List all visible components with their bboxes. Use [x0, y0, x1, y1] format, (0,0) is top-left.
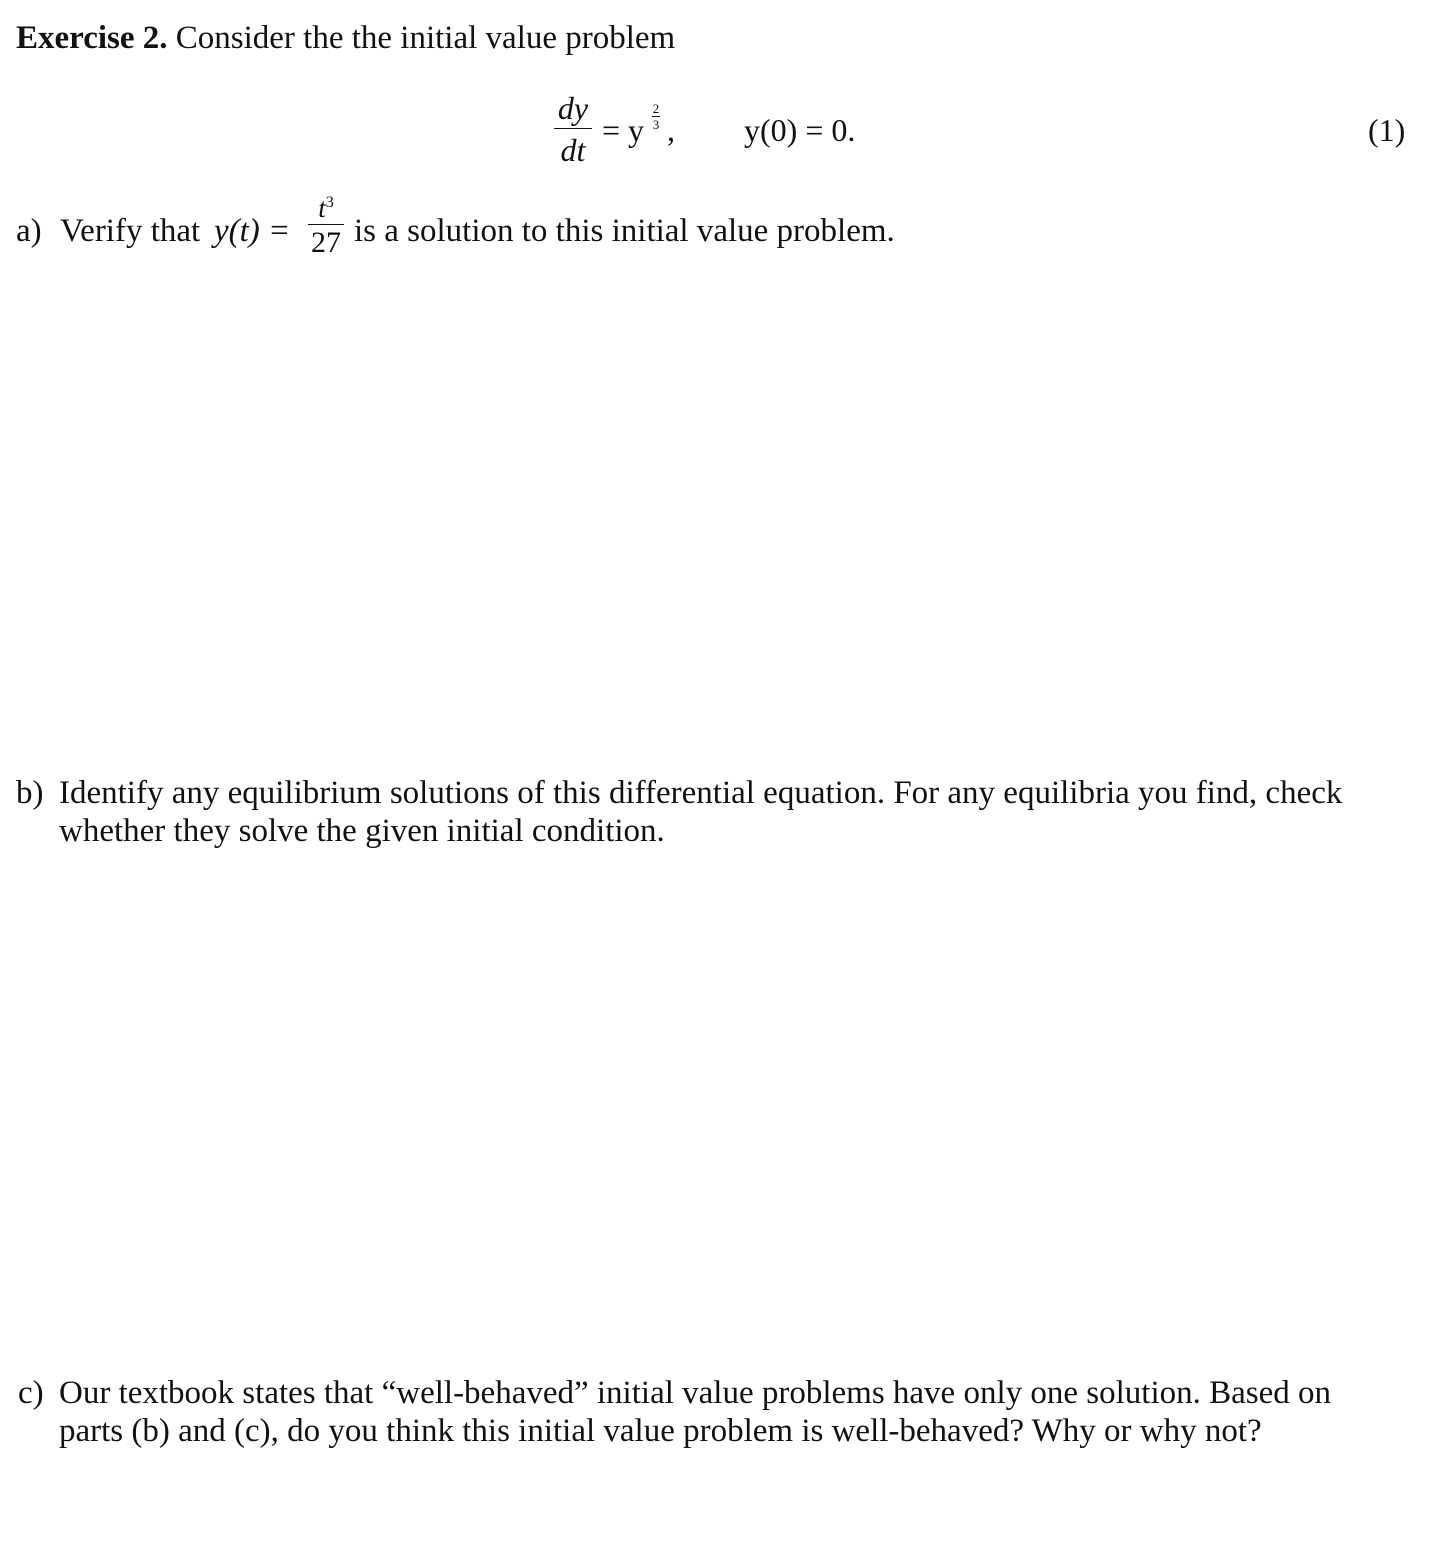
- part-c-line-1: Our textbook states that “well-behaved” initial value problems have only one solution. Based on: [59, 1375, 1332, 1411]
- fraction-bar: [308, 224, 344, 225]
- initial-condition: y(0) = 0.: [744, 112, 856, 148]
- equation-comma: ,: [667, 112, 675, 148]
- numerator-power: 3: [325, 193, 334, 211]
- exponent-numerator: 2: [652, 101, 660, 116]
- part-c-label: c): [18, 1375, 44, 1411]
- exercise-label: Exercise 2.: [16, 20, 168, 56]
- part-c-line-2: parts (b) and (c), do you think this initial value problem is well-behaved? Why or why not?: [59, 1413, 1262, 1449]
- part-a-fraction: [308, 195, 344, 258]
- fraction-bar: [554, 128, 592, 129]
- exercise-heading: [16, 20, 675, 57]
- equation-exponent: [652, 102, 660, 131]
- equation-number: (1): [1368, 112, 1406, 148]
- part-a-numerator: [318, 195, 334, 222]
- equation-denominator: dt: [560, 132, 586, 168]
- part-a-text-after: is a solution to this initial value problem.: [354, 213, 895, 249]
- numerator-base: t: [318, 193, 326, 223]
- part-a-label: a): [16, 213, 42, 249]
- part-a-y-of-t: y(t) =: [214, 213, 291, 249]
- equation-rhs: = y: [602, 112, 645, 148]
- part-a-denominator: 27: [311, 226, 341, 259]
- equation-derivative-fraction: [554, 92, 592, 166]
- exponent-denominator: 3: [652, 117, 660, 132]
- part-b-line-2: whether they solve the given initial condition.: [59, 813, 665, 849]
- part-b-label: b): [16, 775, 44, 811]
- part-a-text-before: Verify that: [60, 213, 201, 249]
- equation-numerator: dy: [557, 90, 589, 126]
- exercise-intro: Consider the the initial value problem: [175, 20, 676, 56]
- part-b-line-1: Identify any equilibrium solutions of this differential equation. For any equilibria you find, check: [59, 775, 1343, 811]
